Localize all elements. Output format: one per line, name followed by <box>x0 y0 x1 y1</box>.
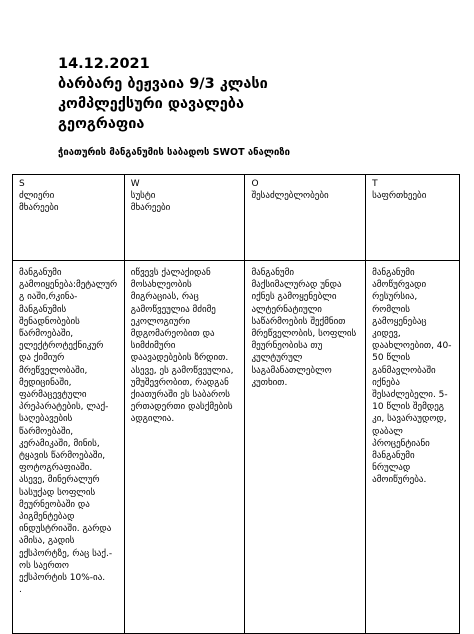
opportunities-text: მანგანუმი მაქსიმალურად უნდა იქნეს გამოყენებლი ალტერნატიული საწარმოების შექმნით მრეწველობის, სოფლის მეურნეობისა თუ კულტურულ საგამანათლებლო კუთხით. <box>251 268 357 388</box>
opportunities-header-cell <box>245 175 366 261</box>
threats-text: მანგანუმი ამოწურვადი რესურსია, რომლის გამოყენებაც კიდევ, დაახლოებით, 40-50 წლის განმავლობაში იქნება შესაძლებელი. 5-10 წლის შემდეგ კი, სავარაუდოდ, დაბალ პროცენტიანი მანგანუმი ნრულად ამოიწურება. <box>372 268 452 486</box>
student-line: ბარბარე ბეჟვაია 9/3 კლასი <box>58 76 268 92</box>
date-line: 14.12.2021 <box>58 56 150 72</box>
opportunities-body-cell <box>245 261 366 634</box>
opportunities-letter: O <box>251 179 259 189</box>
swot-body-row <box>13 261 460 634</box>
threats-letter: T <box>372 179 378 189</box>
strengths-letter: S <box>19 179 25 189</box>
swot-table <box>12 174 460 634</box>
strengths-header-cell <box>13 175 125 261</box>
weaknesses-letter: W <box>130 179 140 189</box>
page-subtitle: ჭიათურის მანგანუმის საბადოს SWOT ანალიზი <box>58 147 290 158</box>
strengths-text: მანგანუმი გამოიყენება:მეტალურგ იაში,რკინა-მანგანუმის შენადნობების წარმოებაში, ელექტროტექნიკურ და ქიმიურ მრეწველობაში, მედიცინაში, ფარმაცევტული პრეპარატების, ლაქ-საღებავების წარმოებაში, კერამიკაში, მინის, ტყავის წარმოებაში, ფოტოგრაფიაში. ასევე, მინერალურ სასუქად სოფლის მეურნეობაში და პიგმენტებად ინდუსტრიაში. გარდა ამისა, გადის ექსპორტზე, რაც საქ.-ოს საერთო ექსპორტის 10%-ია. . <box>19 268 118 596</box>
weaknesses-text: იწვევს ქალაქიდან მოსახლეობის მიგრაციას, რაც გამოწვეულია მძიმე ეკოლოგიური მდგომარეობით და სიმძიმური დაავადებების ზრდით. ასევე, ეს გამოწვეულია, უმუშევრობით, რადგან ქიათურაში ეს საბაროს ერთადერთი დასქმების ადგილია. <box>130 268 234 425</box>
document-header <box>58 54 268 134</box>
threats-body-cell <box>366 261 460 634</box>
opportunities-title: შესაძლებლობები <box>251 191 329 202</box>
threats-title: საფრთხეები <box>372 191 427 202</box>
swot-header-row <box>13 175 460 261</box>
weaknesses-title: სუსტი მხარეები <box>130 191 171 214</box>
subject-line: გეოგრაფია <box>58 116 145 132</box>
weaknesses-header-cell <box>124 175 245 261</box>
strengths-title: ძლიერი მხარეები <box>19 191 59 214</box>
weaknesses-body-cell <box>124 261 245 634</box>
assignment-line: კომპლექსური დავალება <box>58 96 244 112</box>
threats-header-cell <box>366 175 460 261</box>
strengths-body-cell <box>13 261 125 634</box>
